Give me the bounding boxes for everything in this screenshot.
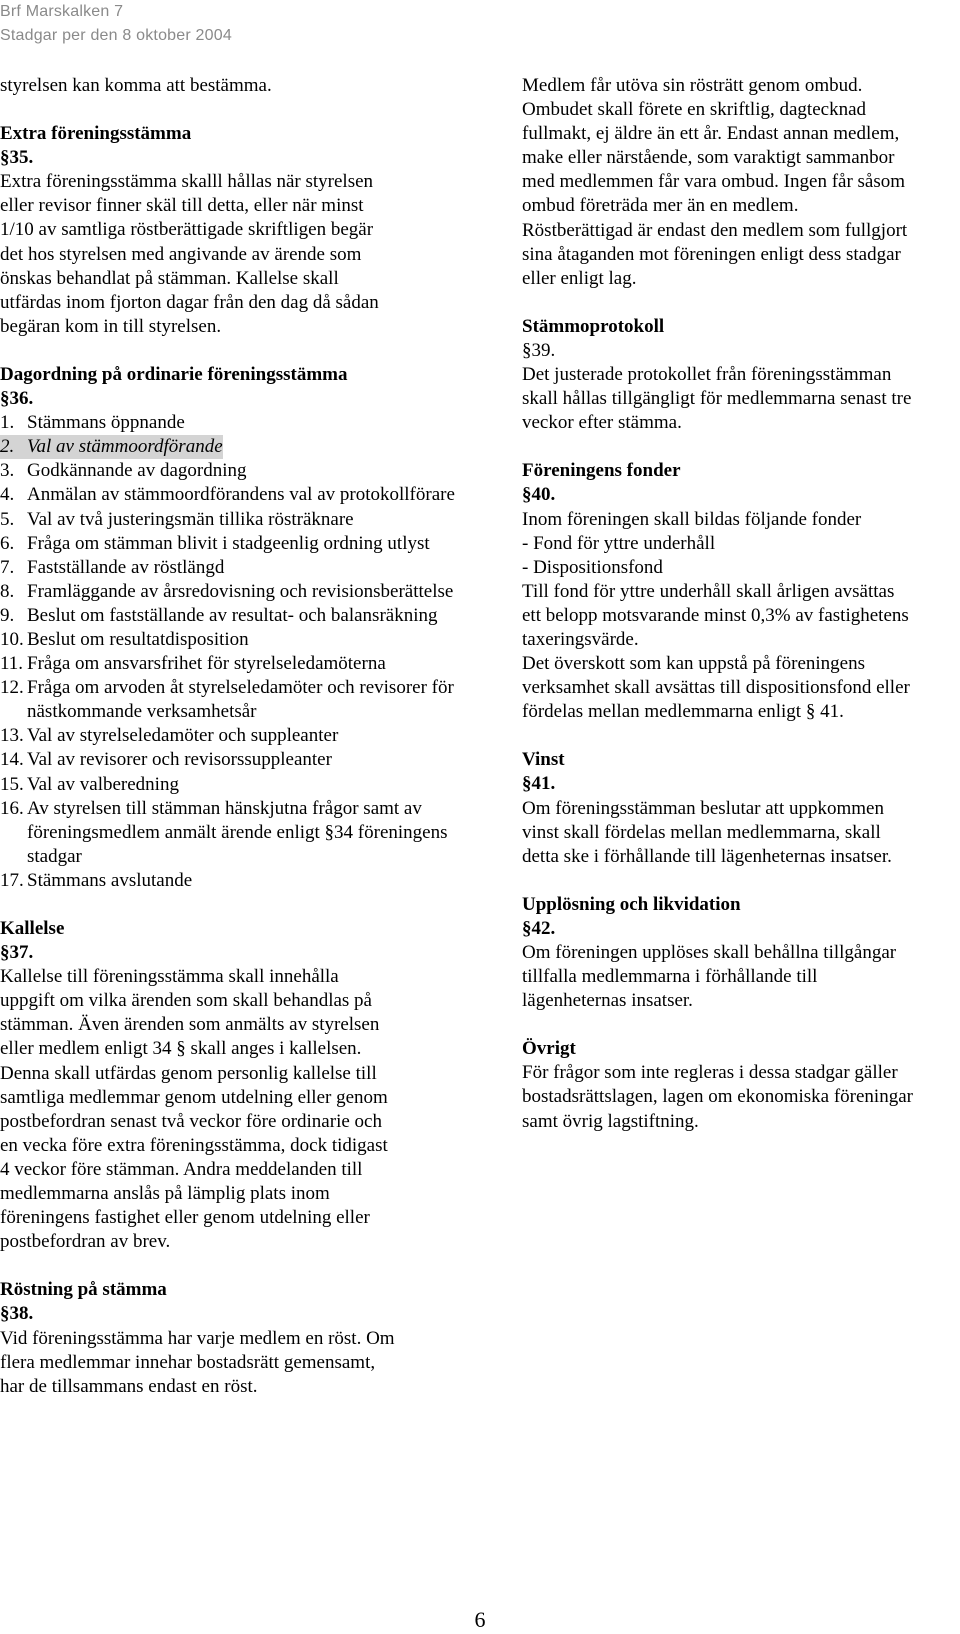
agenda-item <box>0 676 462 724</box>
agenda-item <box>0 869 462 893</box>
agenda-item-number: 7. <box>0 556 15 578</box>
section-body <box>522 508 960 725</box>
text-line: föreningens fastighet eller genom utdelning eller <box>0 1207 370 1229</box>
text-line: uppgift om vilka ärenden som skall behandlas på <box>0 990 372 1012</box>
agenda-item <box>0 532 462 556</box>
agenda-item-text: Stämmans avslutande <box>27 869 193 891</box>
section-heading: Dagordning på ordinarie föreningsstämma <box>0 363 348 385</box>
section-heading: Stämmoprotokoll <box>522 315 665 337</box>
section-41 <box>522 748 960 868</box>
section-heading: Vinst <box>522 749 565 771</box>
section-number: §41. <box>522 773 556 795</box>
text-line: begäran kom in till styrelsen. <box>0 315 222 337</box>
section-number: §40. <box>522 484 556 506</box>
text-line: veckor efter stämma. <box>522 412 682 434</box>
text-line: Till fond för yttre underhåll skall årligen avsättas <box>522 580 895 602</box>
section-body <box>522 363 960 435</box>
text-line: Vid föreningsstämma har varje medlem en röst. Om <box>0 1327 395 1349</box>
text-line: med medlemmen får vara ombud. Ingen får såsom <box>522 171 906 193</box>
agenda-item-text: Fråga om arvoden åt styrelseledamöter och revisorer för nästkommande verksamhetsår <box>27 677 454 723</box>
agenda-item-number: 16. <box>0 797 24 819</box>
agenda-item-number: 1. <box>0 412 15 434</box>
text-line: skall hållas tillgängligt för medlemmarna senast tre <box>522 388 912 410</box>
text-line: Denna skall utfärdas genom personlig kallelse till <box>0 1062 377 1084</box>
agenda-item-text: Anmälan av stämmoordförandens val av protokollförare <box>27 484 455 506</box>
text-line: taxeringsvärde. <box>522 628 639 650</box>
text-line: verksamhet skall avsättas till dispositionsfond eller <box>522 677 910 699</box>
intro-line: styrelsen kan komma att bestämma. <box>0 75 272 96</box>
section-35 <box>0 122 462 339</box>
section-body <box>0 170 462 339</box>
agenda-item <box>0 556 462 580</box>
text-line: Röstberättigad är endast den medlem som fullgjort <box>522 219 908 241</box>
agenda-list <box>0 411 462 893</box>
agenda-item-number: 9. <box>0 604 15 626</box>
agenda-item-number: 11. <box>0 653 24 675</box>
section-number: §37. <box>0 942 34 964</box>
agenda-item-text: Av styrelsen till stämman hänskjutna frågor samt av föreningsmedlem anmält ärende enligt §34 föreningens stadgar <box>27 797 448 867</box>
page-number: 6 <box>474 1607 486 1632</box>
text-line: Det justerade protokollet från föreningsstämman <box>522 364 892 386</box>
agenda-item-text: Beslut om fastställande av resultat- och balansräkning <box>27 604 438 626</box>
agenda-item-text: Fastställande av röstlängd <box>27 556 225 578</box>
section-body <box>522 941 960 1013</box>
agenda-item-text: Beslut om resultatdisposition <box>27 628 249 650</box>
agenda-item <box>0 483 462 507</box>
text-line: flera medlemmar innehar bostadsrätt gemensamt, <box>0 1351 376 1373</box>
section-number: §42. <box>522 917 556 939</box>
text-line: eller medlem enligt 34 § skall anges i kallelsen. <box>0 1038 362 1060</box>
agenda-item <box>0 411 462 435</box>
text-line: samtliga medlemmar genom utdelning eller genom <box>0 1086 388 1108</box>
section-heading: Extra föreningsstämma <box>0 123 192 145</box>
text-line: eller revisor finner skäl till detta, eller när minst <box>0 195 364 217</box>
text-line: eller enligt lag. <box>522 267 637 289</box>
agenda-item-number: 13. <box>0 725 24 747</box>
section-body <box>522 797 960 869</box>
agenda-item-number: 14. <box>0 749 24 771</box>
text-line: make eller närstående, som varaktigt sammanbor <box>522 147 895 169</box>
section-body <box>0 1327 462 1399</box>
agenda-item <box>0 459 462 483</box>
text-line: har de tillsammans endast en röst. <box>0 1375 258 1397</box>
agenda-item-number: 15. <box>0 773 24 795</box>
section-heading: Kallelse <box>0 918 65 939</box>
text-line: Det överskott som kan uppstå på föreningens <box>522 653 865 675</box>
agenda-item-number: 10. <box>0 628 24 650</box>
section-heading: Röstning på stämma <box>0 1279 167 1301</box>
section-42 <box>522 893 960 1013</box>
section-body <box>522 1061 960 1133</box>
text-line: bostadsrättslagen, lagen om ekonomiska föreningar <box>522 1086 913 1108</box>
left-column <box>0 74 462 1399</box>
text-line: 1/10 av samtliga röstberättigade skriftligen begär <box>0 219 374 241</box>
text-line: Medlem får utöva sin rösträtt genom ombud. <box>522 75 863 96</box>
agenda-item-number: 17. <box>0 869 24 891</box>
proxy-voting-text <box>522 74 960 291</box>
agenda-item <box>0 628 462 652</box>
header-subtitle: Stadgar per den 8 oktober 2004 <box>0 27 232 44</box>
text-line: en vecka före extra föreningsstämma, dock tidigast <box>0 1134 388 1156</box>
agenda-item-number: 8. <box>0 580 15 602</box>
text-line: postbefordran senast två veckor före ordinarie och <box>0 1110 382 1132</box>
text-line: lägenheternas insatser. <box>522 990 693 1012</box>
header-title: Brf Marskalken 7 <box>0 3 124 20</box>
text-line: samt övrig lagstiftning. <box>522 1110 699 1132</box>
text-line: - Fond för yttre underhåll <box>522 532 716 554</box>
agenda-item-text: Val av valberedning <box>27 773 179 795</box>
text-line: Ombudet skall förete en skriftlig, dagtecknad <box>522 99 867 121</box>
text-line: detta ske i förhållande till lägenheternas insatser. <box>522 845 892 867</box>
text-line: För frågor som inte regleras i dessa stadgar gäller <box>522 1062 898 1084</box>
section-ovrigt <box>522 1037 960 1133</box>
section-body <box>0 965 462 1254</box>
section-heading: Upplösning och likvidation <box>522 893 741 915</box>
agenda-item-text: Fråga om ansvarsfrihet för styrelseledamöterna <box>27 653 386 675</box>
text-line: Om föreningsstämman beslutar att uppkommen <box>522 797 884 819</box>
agenda-item <box>0 435 223 459</box>
text-line: Om föreningen upplöses skall behållna tillgångar <box>522 942 897 963</box>
right-column <box>522 74 960 1134</box>
text-line: Inom föreningen skall bildas följande fonder <box>522 508 862 530</box>
section-number: §38. <box>0 1303 34 1325</box>
text-line: Kallelse till föreningsstämma skall innehålla <box>0 966 339 988</box>
section-39 <box>522 315 960 435</box>
agenda-item-number: 2. <box>0 436 15 458</box>
agenda-item <box>0 652 462 676</box>
section-38 <box>0 1278 462 1398</box>
agenda-item-number: 12. <box>0 677 24 699</box>
text-line: - Dispositionsfond <box>522 556 663 578</box>
text-line: sina åtaganden mot föreningen enligt dess stadgar <box>522 243 901 265</box>
agenda-item <box>0 580 462 604</box>
agenda-item-text: Framläggande av årsredovisning och revisionsberättelse <box>27 580 454 602</box>
text-line: ett belopp motsvarande minst 0,3% av fastighetens <box>522 604 909 626</box>
agenda-item-text: Val av styrelseledamöter och suppleanter <box>27 725 339 747</box>
section-36 <box>0 363 462 893</box>
agenda-item <box>0 748 462 772</box>
text-line: vinst skall fördelas mellan medlemmarna, skall <box>522 821 881 843</box>
agenda-item-number: 3. <box>0 460 15 482</box>
agenda-item-text: Godkännande av dagordning <box>27 460 247 482</box>
section-heading: Övrigt <box>522 1038 576 1060</box>
text-line: medlemmarna anslås på lämplig plats inom <box>0 1183 330 1205</box>
agenda-item-text: Fråga om stämman blivit i stadgeenlig ordning utlyst <box>27 532 430 554</box>
text-line: Extra föreningsstämma skalll hållas när styrelsen <box>0 171 374 193</box>
agenda-item-text: Val av två justeringsmän tillika rösträknare <box>27 508 354 530</box>
agenda-item-number: 5. <box>0 508 15 530</box>
section-40 <box>522 459 960 724</box>
section-heading: Föreningens fonder <box>522 460 681 482</box>
agenda-item-text: Val av revisorer och revisorssuppleanter <box>27 749 332 771</box>
text-line: önskas behandlat på stämman. Kallelse skall <box>0 267 339 289</box>
text-line: stämman. Även ärenden som anmälts av styrelsen <box>0 1014 380 1036</box>
text-line: fullmakt, ej äldre än ett år. Endast annan medlem, <box>522 123 900 145</box>
page-header <box>0 0 232 48</box>
text-line: postbefordran av brev. <box>0 1231 171 1253</box>
agenda-item-number: 4. <box>0 484 15 506</box>
section-37 <box>0 917 462 1254</box>
agenda-item-number: 6. <box>0 532 15 554</box>
text-line: tillfalla medlemmarna i förhållande till <box>522 966 818 988</box>
text-line: det hos styrelsen med angivande av ärende som <box>0 243 362 265</box>
text-line: fördelas mellan medlemmarna enligt § 41. <box>522 701 844 723</box>
section-number: §36. <box>0 388 34 410</box>
agenda-item <box>0 797 462 869</box>
text-line: utfärdas inom fjorton dagar från den dag då sådan <box>0 291 379 313</box>
agenda-item <box>0 508 462 532</box>
agenda-item <box>0 604 462 628</box>
section-number: §39. <box>522 339 556 361</box>
text-line: 4 veckor före stämman. Andra meddelanden till <box>0 1158 363 1180</box>
agenda-item <box>0 773 462 797</box>
text-line: ombud företräda mer än en medlem. <box>522 195 799 217</box>
agenda-item-text: Stämmans öppnande <box>27 412 185 434</box>
agenda-item <box>0 724 462 748</box>
agenda-item-text: Val av stämmoordförande <box>27 436 223 458</box>
section-number: §35. <box>0 147 34 169</box>
